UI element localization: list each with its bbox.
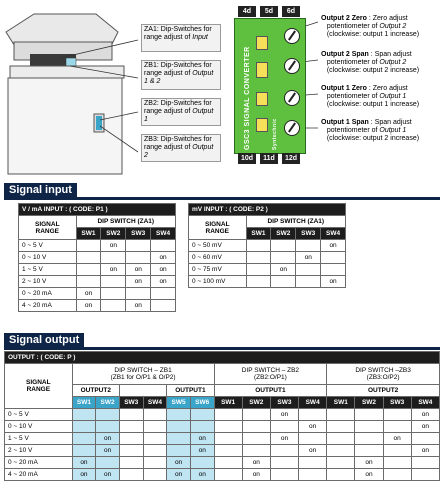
zb3-switch-cell	[383, 409, 411, 421]
va-switch-cell	[126, 252, 151, 264]
zb1-sw-header: SW4	[143, 397, 167, 409]
va-switch-cell	[76, 276, 101, 288]
zb1-switch-cell	[143, 469, 167, 481]
va-switch-cell	[151, 288, 176, 300]
mv-sw-header: SW2	[271, 228, 296, 240]
zb2-switch-cell	[242, 409, 270, 421]
dip-switch-za1	[256, 36, 268, 50]
output-table-row	[5, 445, 440, 457]
zb1-switch-cell	[72, 445, 96, 457]
va-switch-cell	[101, 276, 126, 288]
zb1-switch-cell: on	[72, 457, 96, 469]
callout-zb3: ZB3: Dip-Switches for range adjust of Output 2	[141, 134, 221, 162]
zb1-switch-cell	[190, 409, 214, 421]
mv-sw-header: SW1	[246, 228, 271, 240]
zb3-switch-cell	[327, 457, 355, 469]
mv-switch-cell	[246, 276, 271, 288]
va-sw-header: SW1	[76, 228, 101, 240]
zb1-switch-cell: on	[96, 445, 120, 457]
zb1-switch-cell	[143, 457, 167, 469]
zb3-switch-cell	[327, 433, 355, 445]
zb1-switch-cell	[72, 433, 96, 445]
zb2-switch-cell	[299, 433, 327, 445]
terminal-6d: 6d	[282, 6, 300, 17]
zb3-switch-cell	[411, 457, 439, 469]
mv-switch-cell: on	[321, 276, 346, 288]
mv-switch-cell	[271, 252, 296, 264]
zb1-switch-cell	[167, 421, 191, 433]
callout-zb2: ZB2: Dip-Switches for range adjust of Output 1	[141, 98, 221, 126]
zb2-switch-cell	[242, 421, 270, 433]
zb2-switch-cell	[214, 433, 242, 445]
va-switch-cell	[151, 240, 176, 252]
va-table-row	[19, 252, 176, 264]
mv-switch-cell	[296, 240, 321, 252]
zb3-switch-cell	[327, 421, 355, 433]
va-input-title: V / mA INPUT : ( CODE: P1 )	[19, 204, 176, 216]
callout-output2-zero: Output 2 Zero : Zero adjust potentiometer of Output 2 (clockwise: output 1 increase)	[319, 14, 441, 48]
zb2-switch-cell	[270, 469, 298, 481]
output-table-row	[5, 421, 440, 433]
zb1-switch-cell	[119, 457, 143, 469]
mv-switch-cell: on	[271, 264, 296, 276]
zb3-switch-cell	[355, 421, 383, 433]
mv-switch-cell: on	[321, 240, 346, 252]
dip-switch-zb2	[256, 92, 268, 106]
mv-input-table	[188, 203, 346, 288]
callout-za1: ZA1: Dip-Switches for range adjust of Input	[141, 24, 221, 52]
mv-input-title: mV INPUT : ( CODE: P2 )	[189, 204, 346, 216]
callout-output1-zero: Output 1 Zero : Zero adjust potentiometer of Output 1 (clockwise: output 1 increase)	[319, 84, 441, 118]
zb3-switch-cell	[355, 409, 383, 421]
zb3-sw-header: SW1	[327, 397, 355, 409]
zb1-output2-label: OUTPUT2	[72, 385, 119, 397]
va-switch-cell	[76, 252, 101, 264]
va-range-cell: 0 ~ 5 V	[19, 240, 77, 252]
terminal-12d: 12d	[282, 153, 300, 164]
zb2-switch-cell	[270, 445, 298, 457]
mv-switch-cell	[321, 252, 346, 264]
zb3-sw-header: SW2	[355, 397, 383, 409]
zb3-switch-cell	[383, 469, 411, 481]
zb1-switch-cell	[167, 433, 191, 445]
va-switch-cell	[76, 240, 101, 252]
va-switch-cell: on	[76, 288, 101, 300]
zb2-switch-cell	[214, 469, 242, 481]
mv-range-cell: 0 ~ 75 mV	[189, 264, 247, 276]
zb1-sw-header: SW3	[119, 397, 143, 409]
output2-zero-potentiometer-icon	[284, 28, 300, 44]
zb1-sw-header: SW5	[167, 397, 191, 409]
zb3-header: DIP SWITCH –ZB3 (ZB3:O/P2)	[327, 364, 440, 385]
zb3-switch-cell	[327, 445, 355, 457]
signal-output-heading: Signal output	[4, 333, 84, 348]
output-table-row	[5, 469, 440, 481]
va-switch-cell	[101, 300, 126, 312]
va-table-row	[19, 300, 176, 312]
board-label: GSC3 SIGNAL CONVERTER	[244, 46, 251, 150]
va-switch-cell	[151, 300, 176, 312]
output-table-row	[5, 457, 440, 469]
va-switch-cell	[76, 264, 101, 276]
va-range-header: SIGNAL RANGE	[19, 216, 77, 240]
va-switch-cell	[101, 252, 126, 264]
zb1-switch-cell: on	[96, 469, 120, 481]
va-switch-cell: on	[151, 264, 176, 276]
terminal-5d: 5d	[260, 6, 278, 17]
zb2-switch-cell	[214, 409, 242, 421]
board-brand: Syntechnic	[272, 118, 278, 150]
zb2-switch-cell	[242, 445, 270, 457]
zb2-switch-cell	[214, 421, 242, 433]
mv-range-cell: 0 ~ 100 mV	[189, 276, 247, 288]
mv-range-cell: 0 ~ 60 mV	[189, 252, 247, 264]
zb2-header: DIP SWITCH – ZB2 (ZB2:O/P1)	[214, 364, 327, 385]
va-sw-header: SW2	[101, 228, 126, 240]
zb3-switch-cell	[383, 445, 411, 457]
mv-table-row	[189, 240, 346, 252]
zb3-switch-cell: on	[383, 433, 411, 445]
va-table-row	[19, 264, 176, 276]
zb2-switch-cell: on	[299, 421, 327, 433]
va-switch-cell: on	[151, 252, 176, 264]
zb1-switch-cell	[72, 421, 96, 433]
zb3-sw-header: SW3	[383, 397, 411, 409]
output-range-cell: 0 ~ 10 V	[5, 421, 73, 433]
zb1-output1-label: OUTPUT1	[167, 385, 214, 397]
va-sw-header: SW4	[151, 228, 176, 240]
output-table-row	[5, 433, 440, 445]
output-range-cell: 1 ~ 5 V	[5, 433, 73, 445]
zb1-blank	[119, 385, 166, 397]
zb3-switch-cell: on	[411, 421, 439, 433]
mv-table-row	[189, 264, 346, 276]
output-range-cell: 4 ~ 20 mA	[5, 469, 73, 481]
terminal-10d: 10d	[238, 153, 256, 164]
va-range-cell: 4 ~ 20 mA	[19, 300, 77, 312]
mv-switch-cell	[246, 240, 271, 252]
zb1-switch-cell	[190, 421, 214, 433]
zb2-sw-header: SW3	[270, 397, 298, 409]
zb2-switch-cell: on	[270, 409, 298, 421]
zb1-switch-cell: on	[72, 469, 96, 481]
callout-zb1: ZB1: Dip-Switches for range adjust of Output 1 & 2	[141, 60, 221, 90]
zb1-switch-cell	[72, 409, 96, 421]
va-switch-cell: on	[126, 276, 151, 288]
va-switch-cell: on	[126, 264, 151, 276]
zb1-sw-header: SW6	[190, 397, 214, 409]
zb3-switch-cell	[327, 469, 355, 481]
callout-output1-span: Output 1 Span : Span adjust potentiometer of Output 1 (clockwise: output 2 increase)	[319, 118, 441, 152]
mv-table-row	[189, 252, 346, 264]
output2-span-potentiometer-icon	[284, 58, 300, 74]
zb3-sw-header: SW4	[411, 397, 439, 409]
va-switch-cell	[126, 288, 151, 300]
zb1-switch-cell	[143, 445, 167, 457]
mv-switch-cell	[296, 276, 321, 288]
mv-group-header: DIP SWITCH (ZA1)	[246, 216, 345, 228]
zb1-switch-cell	[119, 433, 143, 445]
output-range-cell: 2 ~ 10 V	[5, 445, 73, 457]
zb3-output-label: OUTPUT2	[327, 385, 440, 397]
zb1-switch-cell: on	[96, 433, 120, 445]
signal-input-heading: Signal input	[4, 183, 77, 198]
callout-output2-span: Output 2 Span : Span adjust potentiometer of Output 2 (clockwise: output 2 increase)	[319, 50, 441, 84]
output-range-cell: 0 ~ 5 V	[5, 409, 73, 421]
zb3-switch-cell	[411, 469, 439, 481]
zb2-switch-cell	[242, 433, 270, 445]
zb1-switch-cell	[96, 409, 120, 421]
va-group-header: DIP SWITCH (ZA1)	[76, 216, 175, 228]
zb3-switch-cell: on	[355, 469, 383, 481]
va-range-cell: 0 ~ 20 mA	[19, 288, 77, 300]
zb1-switch-cell: on	[190, 445, 214, 457]
zb3-switch-cell	[355, 433, 383, 445]
zb3-switch-cell	[383, 457, 411, 469]
va-switch-cell: on	[101, 240, 126, 252]
zb1-switch-cell	[143, 421, 167, 433]
zb1-switch-cell	[119, 469, 143, 481]
mv-sw-header: SW3	[296, 228, 321, 240]
zb2-switch-cell	[299, 409, 327, 421]
dip-switch-zb1	[256, 62, 268, 78]
zb1-switch-cell	[167, 445, 191, 457]
zb1-switch-cell	[119, 421, 143, 433]
zb1-switch-cell	[119, 445, 143, 457]
mv-range-cell: 0 ~ 50 mV	[189, 240, 247, 252]
zb1-sw-header: SW2	[96, 397, 120, 409]
zb1-switch-cell	[143, 409, 167, 421]
terminal-11d: 11d	[260, 153, 278, 164]
zb2-switch-cell: on	[242, 469, 270, 481]
signal-input-divider	[4, 197, 440, 200]
zb2-sw-header: SW2	[242, 397, 270, 409]
zb2-switch-cell	[214, 457, 242, 469]
va-table-row	[19, 288, 176, 300]
zb1-switch-cell	[190, 457, 214, 469]
zb1-sw-header: SW1	[72, 397, 96, 409]
zb3-switch-cell: on	[355, 457, 383, 469]
mv-switch-cell: on	[296, 252, 321, 264]
zb2-sw-header: SW4	[299, 397, 327, 409]
output-title: OUTPUT : ( CODE: P )	[5, 352, 440, 364]
va-switch-cell: on	[101, 264, 126, 276]
zb2-switch-cell	[214, 445, 242, 457]
zb1-switch-cell	[167, 409, 191, 421]
mv-switch-cell	[321, 264, 346, 276]
mv-range-header: SIGNAL RANGE	[189, 216, 247, 240]
zb2-output-label: OUTPUT1	[214, 385, 327, 397]
zb1-switch-cell	[96, 421, 120, 433]
zb2-switch-cell: on	[270, 433, 298, 445]
zb1-switch-cell	[119, 409, 143, 421]
terminal-4d: 4d	[238, 6, 256, 17]
zb1-header: DIP SWITCH – ZB1 (ZB1 for O/P1 & O/P2)	[72, 364, 214, 385]
zb1-switch-cell: on	[167, 469, 191, 481]
va-switch-cell: on	[126, 300, 151, 312]
va-switch-cell: on	[76, 300, 101, 312]
va-sw-header: SW3	[126, 228, 151, 240]
mv-sw-header: SW4	[321, 228, 346, 240]
zb3-switch-cell	[355, 445, 383, 457]
zb1-switch-cell: on	[190, 433, 214, 445]
output-table-row	[5, 409, 440, 421]
va-table-row	[19, 240, 176, 252]
zb2-switch-cell	[299, 457, 327, 469]
zb2-switch-cell	[299, 469, 327, 481]
zb1-switch-cell: on	[167, 457, 191, 469]
va-range-cell: 1 ~ 5 V	[19, 264, 77, 276]
mv-switch-cell	[296, 264, 321, 276]
mv-switch-cell	[271, 276, 296, 288]
mv-switch-cell	[271, 240, 296, 252]
zb3-switch-cell: on	[411, 445, 439, 457]
output1-span-potentiometer-icon	[284, 120, 300, 136]
va-switch-cell	[101, 288, 126, 300]
mv-table-row	[189, 276, 346, 288]
zb2-switch-cell	[270, 421, 298, 433]
output-table	[4, 351, 440, 481]
va-input-table	[18, 203, 176, 312]
zb1-switch-cell: on	[190, 469, 214, 481]
output-range-cell: 0 ~ 20 mA	[5, 457, 73, 469]
va-switch-cell: on	[151, 276, 176, 288]
va-range-cell: 0 ~ 10 V	[19, 252, 77, 264]
zb3-switch-cell	[383, 421, 411, 433]
zb2-switch-cell: on	[299, 445, 327, 457]
mv-switch-cell	[246, 264, 271, 276]
zb1-switch-cell	[96, 457, 120, 469]
signal-output-divider	[4, 347, 440, 350]
zb3-switch-cell	[411, 433, 439, 445]
zb2-switch-cell: on	[242, 457, 270, 469]
zb2-sw-header: SW1	[214, 397, 242, 409]
output1-zero-potentiometer-icon	[284, 90, 300, 106]
zb3-switch-cell	[327, 409, 355, 421]
output-range-header: SIGNAL RANGE	[5, 364, 73, 409]
dip-switch-zb3	[256, 118, 268, 132]
mv-switch-cell	[246, 252, 271, 264]
zb2-switch-cell	[270, 457, 298, 469]
va-range-cell: 2 ~ 10 V	[19, 276, 77, 288]
va-table-row	[19, 276, 176, 288]
zb1-switch-cell	[143, 433, 167, 445]
zb3-switch-cell: on	[411, 409, 439, 421]
va-switch-cell	[126, 240, 151, 252]
